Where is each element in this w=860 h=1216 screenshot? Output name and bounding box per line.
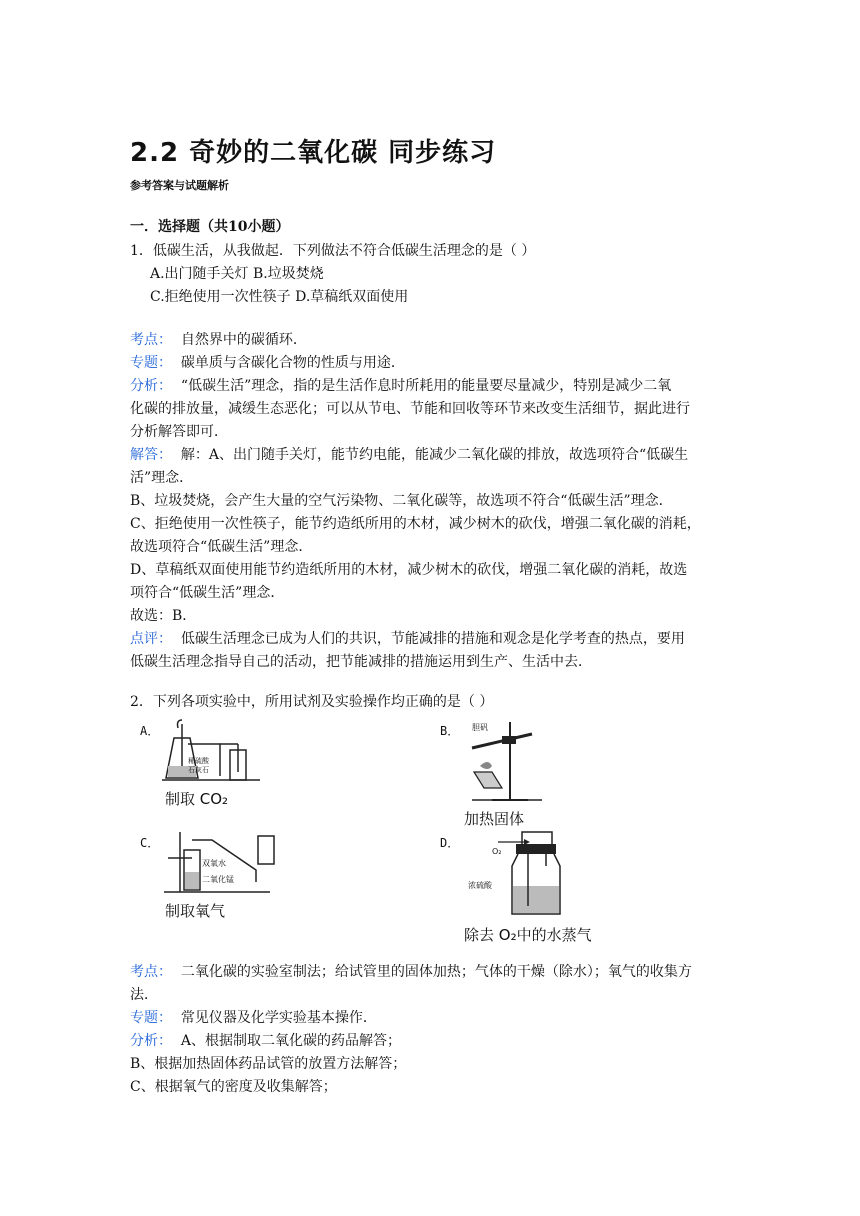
q1-fenxi-text-1: “低碳生活”理念，指的是生活作息时所耗用的能量要尽量减少，特别是减少二氧	[180, 378, 672, 394]
fig-c-letter: C．	[140, 836, 160, 850]
q1-jieda-text-8: 故选：B．	[130, 608, 197, 624]
fig-b-caption: 加热固体	[464, 810, 525, 828]
q1-dianping-text-1: 低碳生活理念已成为人们的共识，节能减排的措施和观念是化学考查的热点，要用	[180, 631, 685, 647]
fig-c-apparatus	[160, 828, 290, 900]
q2-stem: 2．下列各项实验中，所用试剂及实验操作均正确的是（ ）	[130, 694, 494, 710]
fig-b-label-1: 胆矾	[472, 723, 488, 732]
fig-a-label-1: 稀硫酸	[188, 757, 209, 765]
section-heading: 一．选择题（共10小题）	[130, 219, 290, 235]
q1-jieda-label: 解答：	[130, 447, 172, 463]
q1-fenxi-text-3: 分析解答即可．	[130, 424, 228, 440]
q1-fenxi-label: 分析：	[130, 378, 172, 394]
q2-kaodian-text-1: 二氧化碳的实验室制法；给试管里的固体加热；气体的干燥（除水）；氧气的收集方	[180, 964, 692, 980]
fig-c-caption: 制取氧气	[165, 902, 226, 920]
fig-c-label-2: 二氧化锰	[202, 875, 234, 884]
fig-a-apparatus	[160, 716, 270, 788]
q2-kaodian-label: 考点：	[130, 964, 172, 980]
q1-jieda-text-6: D、草稿纸双面使用能节约造纸所用的木材，减少树木的砍伐，增强二氧化碳的消耗，故选	[130, 562, 688, 578]
q2-fenxi-text-3: C、根据氧气的密度及收集解答；	[130, 1079, 337, 1095]
q1-kaodian-label: 考点：	[130, 332, 172, 348]
q2-fenxi	[130, 1031, 740, 1051]
q2-fenxi-text-1: A、根据制取二氧化碳的药品解答；	[180, 1033, 402, 1049]
fig-d-caption: 除去 O₂中的水蒸气	[464, 926, 592, 944]
q1-zhuanti	[130, 353, 740, 373]
q2-kaodian	[130, 962, 740, 982]
fig-a-letter: A．	[140, 724, 160, 738]
q1-dianping-label: 点评：	[130, 631, 172, 647]
q1-fenxi-text-2: 化碳的排放量，减缓生态恶化；可以从节电、节能和回收等环节来改变生活细节，据此进行	[130, 401, 690, 417]
fig-d-label-2: 浓硫酸	[468, 881, 492, 890]
q1-fenxi	[130, 376, 740, 396]
q1-jieda-text-1: 解：A、出门随手关灯，能节约电能，能减少二氧化碳的排放，故选项符合“低碳生	[180, 447, 689, 463]
q1-jieda	[130, 445, 740, 465]
q1-jieda-text-3: B、垃圾焚烧，会产生大量的空气污染物、二氧化碳等，故选项不符合“低碳生活”理念．	[130, 493, 673, 509]
fig-d-apparatus	[468, 826, 598, 920]
page-subtitle: 参考答案与试题解析	[130, 179, 229, 192]
q1-jieda-text-7: 项符合“低碳生活”理念．	[130, 585, 285, 601]
q1-options-cd: C.拒绝使用一次性筷子 D.草稿纸双面使用	[150, 289, 409, 305]
q1-zhuanti-label: 专题：	[130, 355, 172, 371]
q2-zhuanti-text: 常见仪器及化学实验基本操作．	[180, 1010, 377, 1026]
fig-a-caption: 制取 CO₂	[165, 790, 229, 808]
q2-fenxi-text-2: B、根据加热固体药品试管的放置方法解答；	[130, 1056, 407, 1072]
fig-b-apparatus	[462, 716, 572, 806]
fig-c-label-1: 双氧水	[202, 859, 226, 868]
q1-jieda-text-2: 活”理念．	[130, 470, 194, 486]
fig-d-label-1: O₂	[492, 847, 502, 856]
q1-kaodian-text: 自然界中的碳循环．	[180, 332, 307, 348]
q1-options-ab: A.出门随手关灯 B.垃圾焚烧	[150, 266, 324, 282]
q1-jieda-text-4: C、拒绝使用一次性筷子，能节约造纸所用的木材，减少树木的砍伐，增强二氧化碳的消耗，	[130, 516, 701, 532]
q2-zhuanti-label: 专题：	[130, 1010, 172, 1026]
q1-dianping-text-2: 低碳生活理念指导自己的活动，把节能减排的措施运用到生产、生活中去．	[130, 654, 592, 670]
q1-kaodian	[130, 330, 740, 350]
fig-d-letter: D．	[440, 836, 460, 850]
q1-dianping	[130, 629, 740, 649]
fig-a-label-2: 石灰石	[188, 766, 209, 774]
q1-zhuanti-text: 碳单质与含碳化合物的性质与用途．	[180, 355, 405, 371]
q2-kaodian-text-2: 法．	[130, 987, 158, 1003]
q1-jieda-text-5: 故选项符合“低碳生活”理念．	[130, 539, 313, 555]
q1-stem: 1．低碳生活，从我做起．下列做法不符合低碳生活理念的是（ ）	[130, 243, 536, 259]
fig-b-letter: B．	[440, 724, 460, 738]
page-title: 2.2 奇妙的二氧化碳 同步练习	[130, 138, 497, 168]
q2-zhuanti	[130, 1008, 740, 1028]
q2-fenxi-label: 分析：	[130, 1033, 172, 1049]
